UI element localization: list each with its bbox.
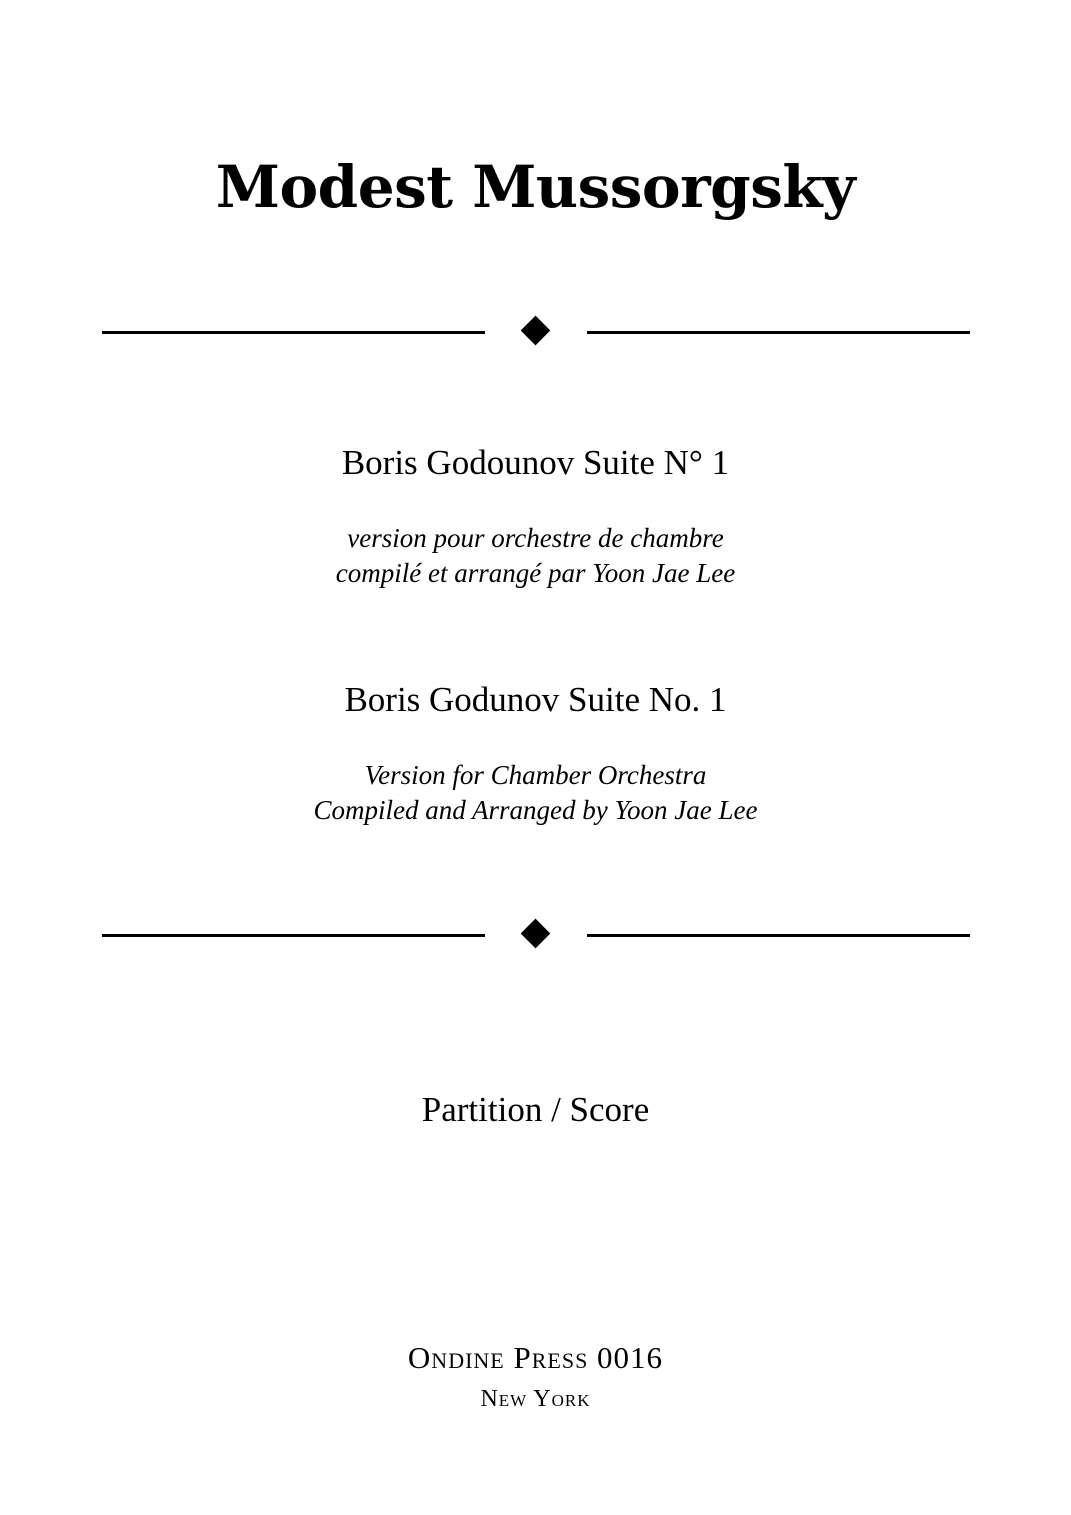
- divider-rule-left: [102, 934, 485, 937]
- french-title: Boris Godounov Suite N° 1: [341, 443, 730, 482]
- divider-rule-right: [587, 331, 970, 334]
- english-subtitle-line1: Version for Chamber Orchestra: [364, 760, 707, 790]
- english-subtitle-line2: Compiled and Arranged by Yoon Jae Lee: [313, 795, 758, 825]
- divider-rule-left: [102, 331, 485, 334]
- publisher-city: New York: [480, 1386, 591, 1412]
- english-title: Boris Godunov Suite No. 1: [344, 680, 727, 719]
- divider-top: [0, 312, 1071, 352]
- french-subtitle-line2: compilé et arrangé par Yoon Jae Lee: [335, 558, 736, 588]
- composer-name: Modest Mussorgsky: [215, 153, 856, 221]
- french-subtitle-line1: version pour orchestre de chambre: [347, 523, 724, 553]
- diamond-icon: [521, 316, 551, 346]
- divider-bottom: [0, 915, 1071, 955]
- publisher-name: Ondine Press 0016: [407, 1340, 664, 1375]
- diamond-icon: [521, 919, 551, 949]
- divider-rule-right: [587, 934, 970, 937]
- score-label: Partition / Score: [421, 1090, 650, 1129]
